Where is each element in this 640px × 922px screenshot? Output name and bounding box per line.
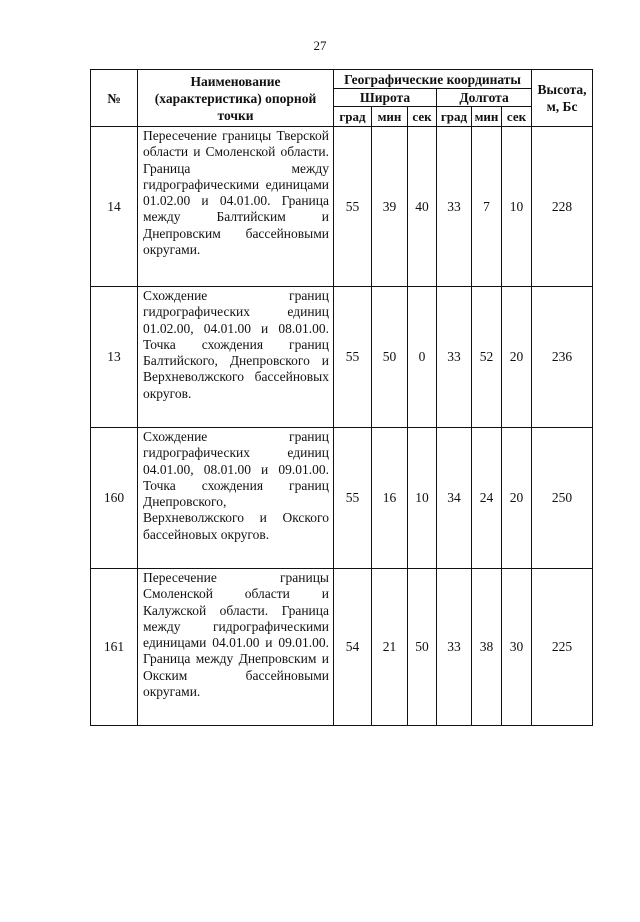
- page-number: 27: [313, 38, 327, 53]
- lat-deg: 54: [334, 569, 372, 726]
- row-number: 13: [91, 287, 138, 428]
- height-value: 236: [532, 287, 593, 428]
- lon-sec: 30: [502, 569, 532, 726]
- lon-sec: 20: [502, 287, 532, 428]
- lat-min: 21: [372, 569, 408, 726]
- lat-min: 50: [372, 287, 408, 428]
- row-number: 14: [91, 127, 138, 287]
- header-geo-coordinates: Географические координаты: [334, 70, 532, 89]
- row-description: Пересечение границы Тверской области и Смоленской области. Граница между гидрографическими единицами 01.02.00 и 04.01.00. Граница между Балтийским и Днепровским бассейновыми округами.: [138, 127, 334, 287]
- coordinates-table: [90, 69, 593, 726]
- header-number: №: [91, 70, 138, 127]
- row-description: Схождение границ гидрографических единиц 01.02.00, 04.01.00 и 08.01.00. Точка схождения границ Балтийского, Днепровского и Верхневолжского бассейновых округов.: [138, 287, 334, 428]
- lon-sec: 20: [502, 428, 532, 569]
- height-value: 225: [532, 569, 593, 726]
- header-lon-min: мин: [472, 107, 502, 127]
- lon-min: 7: [472, 127, 502, 287]
- header-name: Наименование (характеристика) опорной точки: [138, 70, 334, 127]
- table-row: [91, 569, 593, 726]
- header-longitude: Долгота: [437, 89, 532, 107]
- lon-deg: 34: [437, 428, 472, 569]
- lon-min: 52: [472, 287, 502, 428]
- row-number: 160: [91, 428, 138, 569]
- lon-deg: 33: [437, 569, 472, 726]
- row-description: Пересечение границы Смоленской области и Калужской области. Граница между гидрографическими единицами 04.01.00 и 09.01.00. Граница между Днепровским и Окским бассейновыми округами.: [138, 569, 334, 726]
- header-lat-sec: сек: [408, 107, 437, 127]
- header-lon-sec: сек: [502, 107, 532, 127]
- lat-sec: 0: [408, 287, 437, 428]
- lat-min: 16: [372, 428, 408, 569]
- height-value: 250: [532, 428, 593, 569]
- table-row: [91, 428, 593, 569]
- height-value: 228: [532, 127, 593, 287]
- table-row: [91, 127, 593, 287]
- header-lat-min: мин: [372, 107, 408, 127]
- row-description: Схождение границ гидрографических единиц 04.01.00, 08.01.00 и 09.01.00. Точка схождения границ Днепровского, Верхневолжского и Окского бассейновых округов.: [138, 428, 334, 569]
- header-height: Высота, м, Бс: [532, 70, 593, 127]
- table-row: [91, 287, 593, 428]
- header-latitude: Широта: [334, 89, 437, 107]
- lat-sec: 50: [408, 569, 437, 726]
- lat-deg: 55: [334, 428, 372, 569]
- header-lat-deg: град: [334, 107, 372, 127]
- lat-sec: 10: [408, 428, 437, 569]
- row-number: 161: [91, 569, 138, 726]
- lon-min: 38: [472, 569, 502, 726]
- lat-deg: 55: [334, 127, 372, 287]
- lat-deg: 55: [334, 287, 372, 428]
- lat-min: 39: [372, 127, 408, 287]
- lat-sec: 40: [408, 127, 437, 287]
- lon-min: 24: [472, 428, 502, 569]
- lon-deg: 33: [437, 127, 472, 287]
- lon-sec: 10: [502, 127, 532, 287]
- lon-deg: 33: [437, 287, 472, 428]
- header-lon-deg: град: [437, 107, 472, 127]
